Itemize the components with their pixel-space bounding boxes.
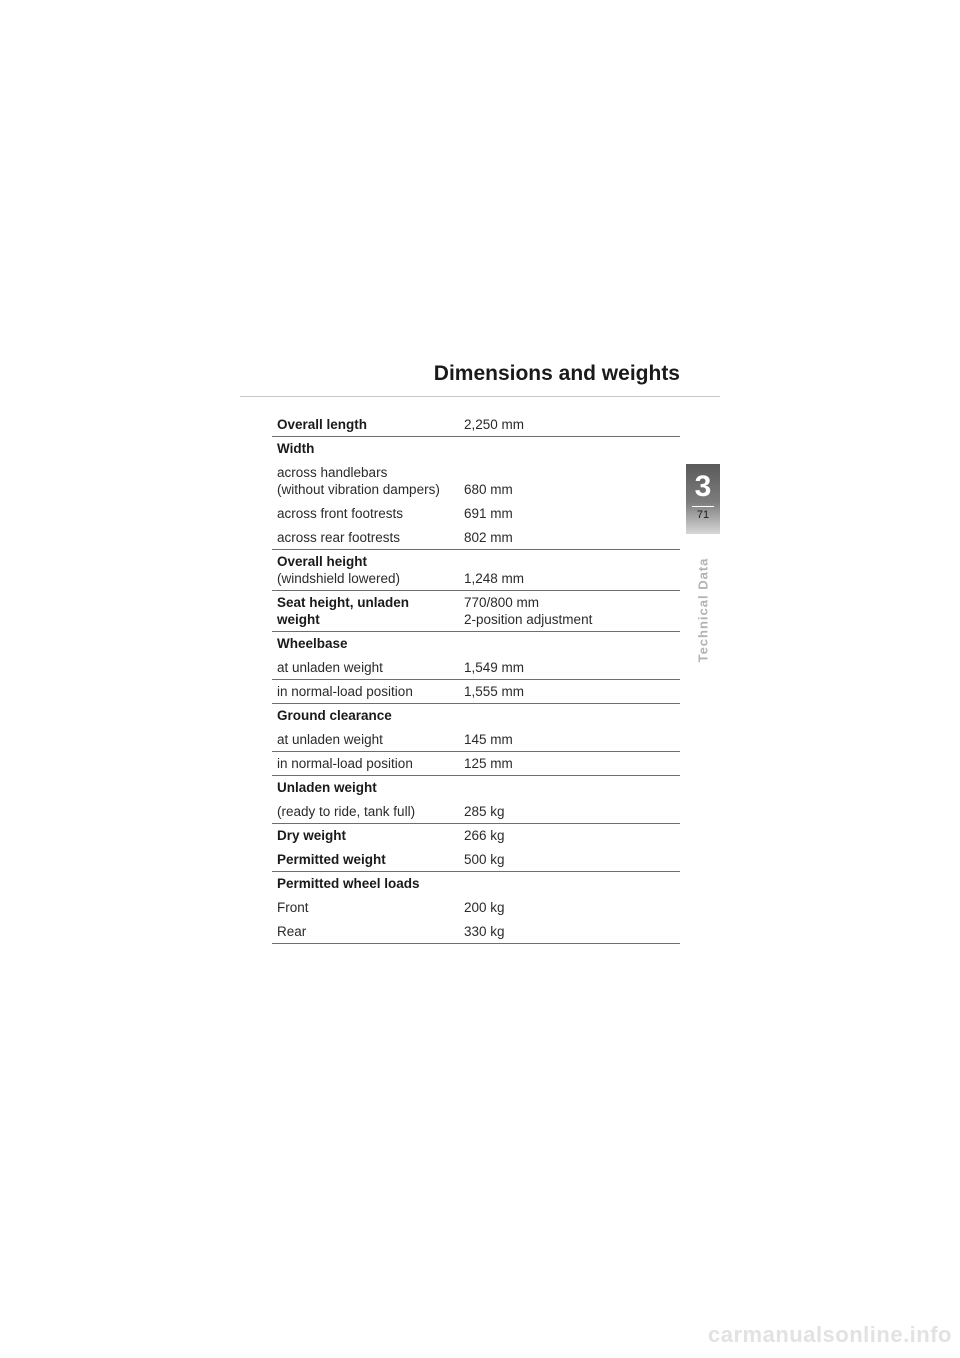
spec-label: Seat height, unladen weight — [277, 595, 410, 627]
spec-group-width — [272, 437, 680, 550]
spec-heading: Ground clearance — [277, 708, 392, 723]
spec-value: 802 mm — [464, 530, 513, 545]
spec-group-wheelbase-unladen — [272, 632, 680, 680]
table-row — [272, 824, 680, 846]
spec-group-weights — [272, 824, 680, 872]
spec-group-ground-clearance-unladen — [272, 704, 680, 752]
spec-label: (ready to ride, tank full) — [277, 804, 416, 819]
section-side-label: Technical Data — [695, 557, 711, 663]
spec-label: in normal-load position — [277, 684, 413, 699]
spec-value: 330 kg — [464, 924, 505, 939]
spec-value: 266 kg — [464, 828, 505, 843]
spec-label: across handlebars (without vibration dampers) — [277, 465, 440, 497]
table-row — [272, 591, 680, 630]
spec-value: 125 mm — [464, 756, 513, 771]
table-row — [272, 413, 680, 435]
spec-group-unladen-weight — [272, 776, 680, 824]
title-divider — [240, 396, 720, 397]
spec-value: 691 mm — [464, 506, 513, 521]
page-number: 71 — [696, 509, 710, 521]
spec-heading: Wheelbase — [277, 636, 348, 651]
table-row — [272, 704, 680, 726]
table-row — [272, 529, 680, 548]
spec-group-overall-length — [272, 413, 680, 437]
spec-value: 145 mm — [464, 732, 513, 747]
table-row — [272, 680, 680, 702]
table-row — [272, 899, 680, 918]
spec-heading: Permitted wheel loads — [277, 876, 420, 891]
table-row — [272, 923, 680, 942]
chapter-divider — [692, 506, 714, 507]
spec-value: 285 kg — [464, 804, 505, 819]
spec-label: Front — [277, 900, 309, 915]
spec-label: at unladen weight — [277, 732, 383, 747]
spec-heading: Unladen weight — [277, 780, 377, 795]
table-row — [272, 752, 680, 774]
table-row — [272, 851, 680, 870]
spec-label: across front footrests — [277, 506, 404, 521]
chapter-number: 3 — [694, 470, 712, 503]
table-row — [272, 731, 680, 750]
spec-label: Permitted weight — [277, 852, 386, 867]
spec-label: Rear — [277, 924, 307, 939]
table-row — [272, 550, 680, 589]
spec-value: 500 kg — [464, 852, 505, 867]
table-row — [272, 464, 680, 500]
spec-label: Overall height (windshield lowered) — [277, 554, 401, 586]
chapter-tab — [686, 464, 720, 534]
spec-value: 1,248 mm — [464, 571, 525, 586]
spec-value: 1,549 mm — [464, 660, 525, 675]
spec-label: Overall length — [277, 417, 368, 432]
spec-group-wheel-loads — [272, 872, 680, 944]
table-row — [272, 659, 680, 678]
spec-value: 1,555 mm — [464, 684, 525, 699]
spec-value: 2,250 mm — [464, 417, 525, 432]
table-row — [272, 505, 680, 524]
spec-value: 200 kg — [464, 900, 505, 915]
table-row — [272, 632, 680, 654]
spec-label: across rear footrests — [277, 530, 401, 545]
watermark: carmanualsonline.info — [708, 1322, 952, 1347]
spec-value: 680 mm — [464, 482, 513, 497]
table-row — [272, 776, 680, 798]
spec-label: at unladen weight — [277, 660, 383, 675]
spec-label: Dry weight — [277, 828, 347, 843]
spec-table — [272, 413, 680, 944]
page-title: Dimensions and weights — [433, 362, 680, 385]
spec-group-wheelbase-normal — [272, 680, 680, 704]
spec-heading: Width — [277, 441, 315, 456]
spec-value: 770/800 mm 2-position adjustment — [464, 595, 593, 627]
table-row — [272, 803, 680, 822]
spec-group-ground-clearance-normal — [272, 752, 680, 776]
spec-label: in normal-load position — [277, 756, 413, 771]
spec-group-overall-height — [272, 550, 680, 591]
spec-group-seat-height — [272, 591, 680, 632]
table-row — [272, 872, 680, 894]
table-row — [272, 437, 680, 459]
